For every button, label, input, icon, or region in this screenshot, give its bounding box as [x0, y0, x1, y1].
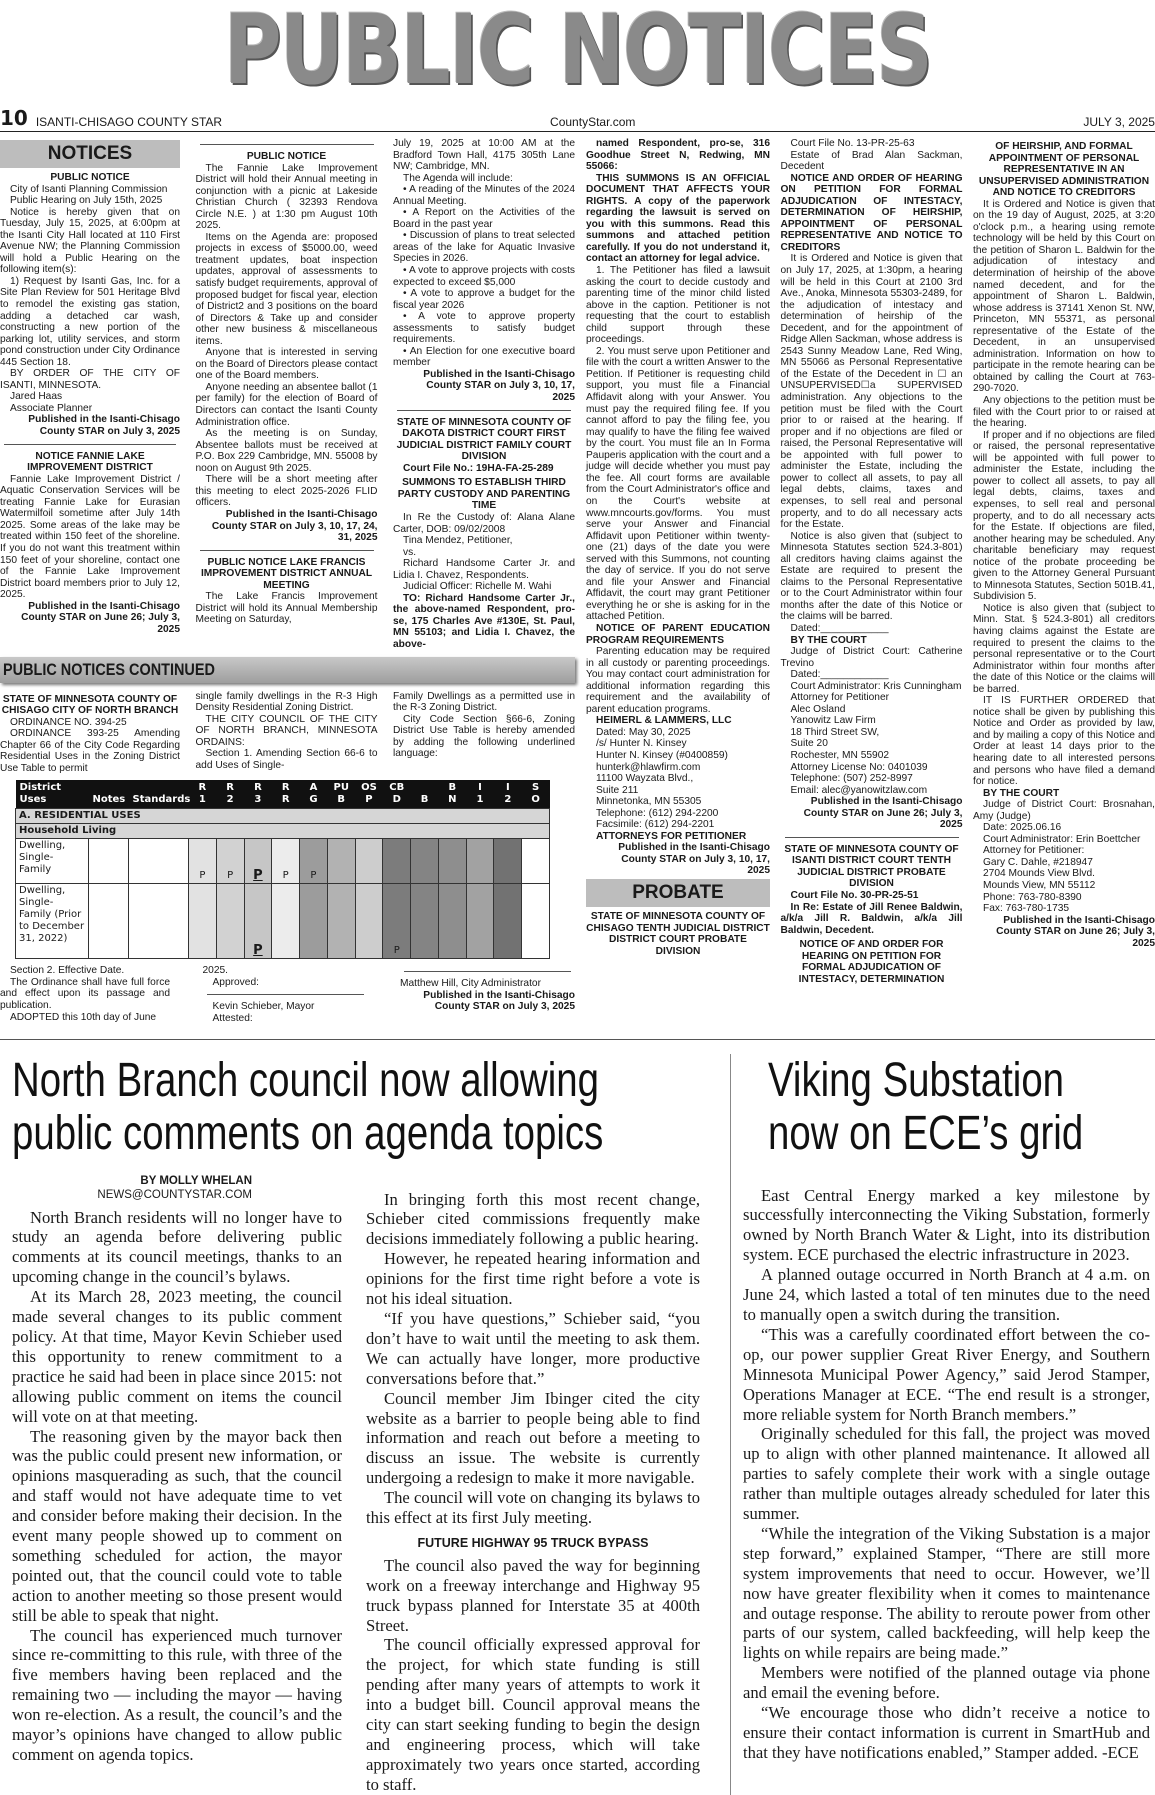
paragraph: ORDINANCE 393-25 Amending Chapter 66 of the City Code Regarding Residential Uses in the Zoning District Use Table to permit [0, 728, 180, 774]
paragraph: The council also paved the way for beginning work on a freeway interchange and Highway 95 truck bypass planned for Interstate 35 at 400th Street. [366, 1555, 700, 1635]
notice-column-3 [393, 138, 575, 651]
notices-left-zone [0, 138, 575, 1025]
column-header: I 1 [466, 780, 494, 809]
paragraph: NOTICE AND ORDER OF HEARING ON PETITION FOR FORMAL ADJUDICATION OF INTESTACY, DETERMINATION OF HEIRSHIP, APPOINTMENT OF PERSONAL REPRESENTATIVE AND NOTICE TO CREDITORS [780, 172, 963, 253]
permission-cell [438, 884, 466, 959]
paragraph: Suite 20 [790, 738, 828, 750]
headline-line: public comments on agenda topics [12, 1106, 604, 1160]
notice-heading: FUTURE HIGHWAY 95 TRUCK BYPASS [417, 1535, 649, 1550]
table-row [16, 839, 550, 884]
paragraph: Section 1. Amending Section 66-6 to add Uses of Single- [195, 748, 378, 771]
paragraph: The council officially expressed approval for the project, for which state funding is still pending after many years of attempts to work it into a budget bill. Council approval means the city can start seeking funding to begin the design and engineering process, which will take approximately two years once started, according to staff. [366, 1635, 700, 1794]
notice-heading: STATE OF MINNESOTA COUNTY OF DAKOTA DISTRICT COURT FIRST JUDICIAL DISTRICT FAMILY COURT DIVISION [396, 416, 572, 463]
notice-heading: PUBLIC NOTICE LAKE FRANCIS IMPROVEMENT DISTRICT ANNUAL MEETING [200, 556, 373, 591]
permission-cell [411, 884, 439, 959]
paragraph: Dated:____________ [790, 622, 889, 634]
article2-headline [743, 1054, 1150, 1160]
paragraph: • A reading of the Minutes of the 2024 Annual Meeting. [393, 184, 575, 207]
paragraph: The Fannie Lake Improvement District will hold their Annual meeting in conjunction with a picnic at Lakeside Christian Church ( 32393 Rendova Circle N.E. ) at 1:30 pm August 10th 2025. [195, 162, 378, 232]
permission-cell [438, 839, 466, 884]
rule-divider [785, 837, 959, 838]
column-header: Standards [129, 780, 189, 809]
permission-cell [494, 884, 522, 959]
paragraph: 2025. [202, 965, 228, 977]
paragraph: “While the integration of the Viking Substation is a major step forward,” explained Stamper, “There are still more system improvements that need to occur. However, we’ll now have greater flexibility when it comes to maintenance and outage response. The ability to reroute power from other parts of our system, called backfeeding, will help keep the lights on while repairs are being made.” [743, 1523, 1150, 1663]
paragraph: It is Ordered and Notice is given that on the 19 day of August, 2025, at 3:20 o'clock p.m., a hearing using remote technology will be held by this Court on the petition of Sharon L. Baldwin for the adjudication of intestacy and determination of heirship of the above named decedent, and for the appointment of Sharon L. Baldwin, whose address is 37141 Xenon St. NW, Princeton, MN 55371, as personal representative of the Estate of the Decedent, in an unsupervised administration. Information on how to participate in the remote hearing can be obtained by calling the Court at 763-290-7020. [973, 198, 1155, 395]
rule-divider [207, 994, 364, 995]
paragraph: The Ordinance shall have full force and effect upon its passage and publication. [0, 976, 170, 1011]
notices-section [0, 138, 1155, 1025]
permission-cell [522, 839, 550, 884]
paragraph: However, he repeated hearing information and opinions for the first time right before a vote is not his ideal situation. [366, 1249, 700, 1309]
continued-banner-label: PUBLIC NOTICES CONTINUED [3, 659, 215, 679]
rule-divider [404, 971, 571, 972]
permission-cell [300, 884, 328, 959]
subsection-row [16, 824, 550, 839]
permission-cell [216, 884, 244, 959]
paragraph: vs. [403, 546, 417, 558]
page-number: 10 [0, 106, 28, 130]
notice-column-4 [586, 138, 770, 1025]
article2 [730, 1054, 1155, 1795]
paragraph: Tina Mendez, Petitioner, [403, 535, 513, 547]
paragraph: Notice is hereby given that on Tuesday, July 15, 2025, at 6:00pm at the Isanti City Hall located at 110 First Avenue NW; the Planning Commission will hold a Public Hearing on the following item(s): [0, 206, 180, 276]
article1-headline [12, 1054, 700, 1160]
paragraph: In Re: Estate of Jill Renee Baldwin, a/k/a Jill R. Baldwin, a/k/a Jill Baldwin, Decedent. [780, 901, 963, 936]
permission-cell [383, 839, 411, 884]
publication-line: Published in the Isanti-Chisago County STAR on June 26; July 3, 2025 [996, 914, 1155, 949]
paragraph: Rochester, MN 55902 [790, 749, 890, 761]
paragraph: TO: Richard Handsome Carter Jr., the above-named Respondent, pro-se, 175 Charles Ave #130E, St. Paul, MN 55103; and Lidia I. Chavez, the above- [393, 592, 575, 650]
paragraph: • Discussion of plans to treat selected areas of the lake for Aquatic Invasive Species in 2026. [393, 230, 575, 265]
permission-cell [327, 884, 355, 959]
paragraph: The council has experienced much turnover since re-committing to this rule, with three of the five members having been replaced and the remaining two — including the mayor — having won re-election. As a result, the council’s and the mayor’s opinions have changed to allow public comment on agenda topics. [12, 1625, 342, 1764]
paragraph: A planned outage occurred in North Branch at 4 a.m. on June 24, which lasted a total of ten minutes due to the need to manually open a switch during the transition. [743, 1265, 1150, 1324]
permission-cell: P [244, 884, 272, 959]
zoning-use-table [15, 780, 550, 959]
column-header: S O [522, 780, 550, 809]
notice-column-5 [781, 138, 963, 1025]
continued-banner [0, 657, 575, 683]
byline-author: BY MOLLY WHELAN [140, 1174, 252, 1187]
paragraph: Notice is also given that (subject to Minnesota Statutes section 524.3-801) all creditors having claims against the Estate are required to present the claims to the Personal Representative or to the Court Administrator within four months after the date of this Notice or the claims will be barred. [780, 530, 963, 623]
paragraph: • An Election for one executive board member [393, 345, 575, 369]
ordinance-footer-1 [0, 965, 170, 1023]
column-header: B [411, 780, 439, 809]
permission-cell [466, 884, 494, 959]
notices-right-zone [586, 138, 1155, 1025]
paragraph: The Agenda will include: [403, 172, 513, 184]
column-header: PU B [327, 780, 355, 809]
paragraph: ADOPTED this 10th day of June [10, 1011, 157, 1023]
paragraph: BY THE COURT [983, 787, 1060, 799]
paragraph: /s/ Hunter N. Kinsey [596, 738, 687, 750]
paragraph: The council will vote on changing its bylaws to this effect at its first July meeting. [366, 1488, 700, 1528]
paragraph: THE CITY COUNCIL OF THE CITY OF NORTH BRANCH, MINNESOTA ORDAINS: [195, 713, 378, 748]
permission-cell [466, 839, 494, 884]
permission-cell [355, 839, 383, 884]
paragraph: Richard Handsome Carter Jr. and Lidia I. Chavez, Respondents. [393, 558, 575, 581]
column-header: A G [300, 780, 328, 809]
article2-body [743, 1186, 1150, 1763]
folio-bar [0, 108, 1155, 132]
paragraph: Telephone: (612) 294-2200 [596, 807, 719, 819]
paragraph: 11100 Wayzata Blvd., [596, 773, 694, 785]
paragraph: Court File No. 30-PR-25-51 [790, 890, 919, 901]
paragraph: Hunter N. Kinsey (#0400859) [596, 749, 728, 761]
site-link[interactable]: CountyStar.com [550, 115, 636, 129]
paragraph: HEIMERL & LAMMERS, LLC [596, 715, 732, 727]
ordinance-column-2 [196, 691, 378, 772]
paragraph: Anyone needing an absentee ballot (1 per family) for the election of Board of Directors can contact the Isanti County Administration office. [195, 381, 378, 428]
paragraph: • A vote to approve a budget for the fiscal year 2026 [393, 288, 575, 311]
article1-columns [12, 1160, 700, 1795]
permission-cell [522, 884, 550, 959]
paragraph: Phone: 763-780-8390 [983, 891, 1082, 903]
column-header: R 3 [244, 780, 272, 809]
paragraph: NOTICE OF PARENT EDUCATION PROGRAM REQUIREMENTS [586, 622, 770, 646]
folio-left [0, 107, 222, 129]
paragraph: • A Report on the Activities of the Board in the past year [393, 207, 575, 230]
ordinance-footer-3 [400, 965, 575, 1013]
paragraph: Court File No. 13-PR-25-63 [790, 138, 915, 149]
articles-section [0, 1040, 1155, 1795]
paragraph: Family Dwellings as a permitted use in the R-3 Zoning District. [393, 690, 575, 714]
notice-heading: OF HEIRSHIP, AND FORMAL APPOINTMENT OF PERSONAL REPRESENTATIVE IN AN UNSUPERVISED ADMINISTRATION AND NOTICE TO CREDITORS [978, 141, 1150, 199]
permission-cell [327, 839, 355, 884]
paragraph: Parenting education may be required in all custody or parenting proceedings. You may contact court administration for additional information regarding this requirement and the availability of parent education programs. [586, 646, 770, 715]
article1 [0, 1054, 700, 1795]
paragraph: 2704 Mounds View Blvd. [983, 868, 1095, 880]
paragraph: Estate of Brad Alan Sackman, Decedent [780, 149, 963, 173]
paragraph: City Code Section §66-6, Zoning District Use Table is hereby amended by adding the following underlined language: [393, 713, 575, 760]
paragraph: At its March 28, 2023 meeting, the council made several changes to its public comment policy. At that time, Mayor Kevin Schieber used this opportunity to renew commitment to a practice he said had been in place since 2015: not allowing public comment on items the council will vote on at that meeting. [12, 1287, 342, 1426]
rule-divider [200, 550, 374, 551]
paragraph: Dated: May 30, 2025 [596, 726, 691, 738]
paragraph: Attorney for Petitioner: [983, 845, 1085, 857]
paragraph: Date: 2025.06.16 [983, 822, 1062, 834]
article1-left [12, 1160, 342, 1765]
paragraph: Council member Jim Ibinger cited the city website as a barrier to people being able to find information and reach out before a meeting to discuss an issue. The website is currently undergoing a redesign to make it more navigable. [366, 1388, 700, 1488]
permission-cell: P [383, 884, 411, 959]
publication-line: Published in the Isanti-Chisago County STAR on July 3, 2025 [28, 414, 180, 438]
permission-cell: P [189, 839, 217, 884]
paragraph: Originally scheduled for this fall, the project was moved up to align with other planned maintenance. It allowed all parties to safely complete their work with a single outage rather than multiple outages already scheduled for later this summer. [743, 1424, 1150, 1524]
issue-date: JULY 3, 2025 [1083, 115, 1155, 129]
notices-top-row [0, 138, 575, 651]
subsection-label: Household Living [16, 824, 550, 839]
paragraph: BY ORDER OF THE CITY OF ISANTI, MINNESOTA. [0, 368, 180, 391]
paragraph: ATTORNEYS FOR PETITIONER [596, 830, 747, 842]
paragraph: hunterk@hlawfirm.com [596, 761, 701, 773]
notice-heading: PUBLIC NOTICE [246, 151, 327, 162]
notice-column-2 [196, 138, 378, 626]
paragraph: Members were notified of the planned outage via phone and email the evening before. [743, 1663, 1150, 1703]
paragraph: Attorney for Petitioner [790, 692, 890, 704]
headline-line: Viking Substation [768, 1053, 1065, 1107]
paragraph: Judge of District Court: Brosnahan, Amy (Judge) [973, 799, 1155, 822]
rule-divider [397, 410, 571, 411]
rule-divider [200, 144, 374, 145]
paragraph: ORDINANCE NO. 394-25 [10, 716, 127, 728]
paragraph: 2. You must serve upon Petitioner and file with the court a written Answer to the Petition. If Petitioner is requesting child support, you must file a Financial Affidavit along with your Answer. You must pay the required filing fee. If you cannot afford to pay the filing fee, you may qualify to have the filing fee waived by the court. You must file an In Forma Pauperis application with the court and a judge will decide whether you must pay the fee. All court forms are available from the Court Administrator's office and on the Court's website at www.mncourts.gov/forms. You must serve your Answer and Financial Affidavit upon Petitioner within twenty-one (21) days of the date you were served with this Summons, not counting the day of service. If you do not serve and file your Answer and Financial Affidavit, the court may grant Petitioner everything he or she is asking for in the attached Petition. [586, 345, 770, 623]
paragraph: “If you have questions,” Schieber said, “you don’t have to wait until the meeting to ask them. We can actually have longer, more productive conversations before that.” [366, 1308, 700, 1388]
paragraph: In bringing forth this most recent change, Schieber cited commissions frequently make decisions immediately following a public hearing. [366, 1189, 700, 1249]
paragraph: single family dwellings in the R-3 High Density Residential Zoning District. [195, 690, 378, 714]
paragraph: Court Administrator: Erin Boettcher [983, 833, 1141, 845]
paragraph: North Branch residents will no longer have to study an agenda before delivering public comments at its council meetings, thanks to an upcoming change in the council’s bylaws. [12, 1207, 342, 1287]
notice-heading: STATE OF MINNESOTA COUNTY OF CHISAGO CITY OF NORTH BRANCH [1, 693, 179, 717]
paragraph: 1. The Petitioner has filed a lawsuit asking the court to decide custody and parenting time of the minor child listed above in the caption. Petitioner is not requesting that the court to establish child support through these proceedings. [586, 265, 770, 346]
permission-cell [355, 884, 383, 959]
column-header: I 2 [494, 780, 522, 809]
ordinance-column-3 [393, 691, 575, 760]
ordinance-footer-row [0, 965, 575, 1024]
paragraph: Any objections to the petition must be filed with the Court prior to or raised at the hearing. [973, 395, 1155, 430]
standards-cell [129, 884, 189, 959]
standards-cell [129, 839, 189, 884]
paragraph: Email: alec@yanowitzlaw.com [790, 784, 928, 796]
paragraph: Dated:____________ [790, 669, 889, 681]
table-header-row [16, 780, 550, 809]
paragraph: Mounds View, MN 55112 [983, 880, 1096, 891]
paragraph: As the meeting is on Sunday, Absentee ballots must be received at P.O. Box 229 Cambridge, MN. 55008 by noon on August 9th 2025. [195, 428, 378, 474]
paragraph: THIS SUMMONS IS AN OFFICIAL DOCUMENT THAT AFFECTS YOUR RIGHTS. A copy of the paperwork regarding the lawsuit is served on you with this summons. Read this summons and attached petition carefully. If you do not understand it, contact an attorney for legal advice. [586, 172, 770, 265]
paragraph: Anyone that is interested in serving on the Board of Directors please contact one of the Board members. [195, 347, 378, 382]
paragraph: Fannie Lake Improvement District / Aquatic Conservation Services will be treating Fannie Lake for Eurasian Watermilfoil sometime after July 14th 2025. Some areas of the lake may be treated within 150 feet of the shoreline. If you do not want this treatment within 150 feet of your shoreline, contact one of the Fannie Lake Improvement District board members prior to July 12, 2025. [0, 473, 180, 601]
paragraph: 18 Third Street SW, [790, 726, 880, 738]
byline-email[interactable]: NEWS@COUNTYSTAR.COM [97, 1188, 252, 1201]
headline-line: now on ECE’s grid [768, 1106, 1084, 1160]
permission-cell: P [272, 839, 300, 884]
paragraph: July 19, 2025 at 10:00 AM at the Bradford Town Hall, 4175 305th Lane NW; Cambridge, MN. [393, 138, 575, 173]
section-heading: PROBATE [586, 879, 770, 907]
publication-line: Published in the Isanti-Chisago County STAR on June 26; July 3, 2025 [803, 796, 963, 831]
ordinance-column-1 [0, 691, 180, 775]
notice-heading: NOTICE FANNIE LAKE IMPROVEMENT DISTRICT [27, 450, 153, 474]
column-header: B N [438, 780, 466, 809]
use-cell: Dwelling, Single-Family (Prior to December 31, 2022) [16, 884, 89, 959]
paragraph: The reasoning given by the mayor back then was the public could present new information, or opinions masquerading as such, that the council and staff would not have adequate time to vet and consider before making their decision. In the event many people showed up to comment on something scheduled for action, the mayor pointed out, that the council could vote to table action to another meeting so those present would still be able to speak that night. [12, 1426, 342, 1625]
ordinance-intro-row [0, 691, 575, 775]
column-header: District Uses [16, 780, 89, 809]
paragraph: The Lake Francis Improvement District will hold its Annual Membership Meeting on Saturday, [195, 591, 378, 626]
notice-heading: STATE OF MINNESOTA COUNTY OF CHISAGO TENTH JUDICIAL DISTRICT DISTRICT COURT PROBATE DIVISION [586, 911, 770, 957]
permission-cell: P [244, 839, 272, 884]
masthead-title: PUBLIC NOTICES [223, 0, 932, 106]
paper-name: ISANTI-CHISAGO COUNTY STAR [35, 115, 223, 129]
paragraph: Notice is also given that (subject to Minn. Stat. § 524.3-801) all creditors having claims against the Estate are required to present the claims to the personal representative or to the Court Administrator within four months after the date of this Notice or the claims will be barred. [973, 602, 1155, 695]
paragraph: Public Hearing on July 15th, 2025 [10, 195, 163, 207]
paragraph: Fax: 763-780-1735 [983, 903, 1070, 915]
notes-cell [89, 884, 129, 959]
permission-cell [272, 884, 300, 959]
paragraph: Items on the Agenda are: proposed projects in excess of $5000.00, weed treatment updates, boat inspection updates, approval of assessments to satisfy budget requirements, approval of proposed budget for fiscal year, election of District2 and 3 positions on the board of Directors & Take up and consider other new business & miscellaneous items. [195, 231, 378, 347]
paragraph: Matthew Hill, City Administrator [400, 978, 541, 990]
column-header: R 1 [189, 780, 217, 809]
notice-heading: PUBLIC NOTICE [50, 172, 130, 183]
notice-heading: NOTICE OF AND ORDER FOR HEARING ON PETITION FOR FORMAL ADJUDICATION OF INTESTACY, DETERMINATION [798, 939, 945, 985]
paragraph: Facsimile: (612) 294-2201 [596, 819, 715, 831]
paragraph: Suite 211 [596, 784, 639, 796]
paragraph: Associate Planner [10, 402, 93, 414]
publication-line: Published in the Isanti-Chisago County STAR on July 3, 2025 [423, 989, 575, 1013]
paragraph: Court File No.: 19HA-FA-25-289 [403, 462, 554, 474]
paragraph: • A vote to approve projects with costs expected to exceed $5,000 [393, 265, 575, 288]
byline [72, 1174, 252, 1202]
rule-divider [4, 444, 176, 445]
permission-cell [494, 839, 522, 884]
paragraph: In Re the Custody of: Alana Alane Carter, DOB: 09/02/2008 [393, 511, 575, 535]
publication-line: Published in the Isanti-Chisago County STAR on July 3, 10, 17, 2025 [618, 842, 770, 877]
table-row [16, 884, 550, 959]
paragraph: Jared Haas [10, 391, 63, 403]
paragraph: Section 2. Effective Date. [10, 965, 125, 977]
paragraph: • A vote to approve property assessments to satisfy budget requirements. [393, 311, 575, 346]
paragraph: “We encourage those who didn’t receive a notice to ensure their contact information is current in SmartHub and that they have notifications enabled,” Stamper added. -ECE [743, 1703, 1150, 1762]
paragraph: “This was a carefully coordinated effort between the co-op, our power supplier Great River Energy, and Southern Minnesota Municipal Power Agency,” said Jerod Stamper, Operations Manager at ECE. “The end result is a stronger, more reliable system for North Branch members.” [743, 1324, 1150, 1424]
ordinance-footer-2 [203, 965, 368, 1024]
paragraph: Gary C. Dahle, #218947 [983, 856, 1093, 868]
article1-column-a [12, 1208, 342, 1765]
paragraph: Telephone: (507) 252-8997 [790, 773, 913, 785]
notice-heading: STATE OF MINNESOTA COUNTY OF ISANTI DISTRICT COURT TENTH JUDICIAL DISTRICT PROBATE DIVISION [784, 843, 959, 890]
paragraph: Yanowitz Law Firm [790, 715, 876, 727]
paragraph: Alec Osland [790, 703, 846, 715]
paragraph: Judicial Officer: Richelle M. Wahi [403, 581, 552, 593]
notes-cell [89, 839, 129, 884]
paragraph: 1) Request by Isanti Gas, Inc. for a Site Plan Review for 501 Heritage Blvd to remodel the existing gas station, adding a detached car wash, constructing a new portion of the parking lot, utility services, and storm pond construction under City Ordinance 445 Section 18. [0, 275, 180, 368]
paragraph: City of Isanti Planning Commission [10, 183, 168, 195]
paragraph: IT IS FURTHER ORDERED that notice shall be given by publishing this Notice and Order as provided by law, and by mailing a copy of this Notice and Order at least 14 days prior to the hearing date to all interested persons and persons who have filed a demand for notice. [973, 695, 1155, 788]
permission-cell: P [300, 839, 328, 884]
paragraph: Court Administrator: Kris Cunningham [790, 680, 962, 692]
permission-cell [411, 839, 439, 884]
column-header: R R [272, 780, 300, 809]
publication-line: Published in the Isanti-Chisago County STAR on July 3, 10, 17, 2025 [423, 368, 575, 404]
publication-line: Published in the Isanti-Chisago County STAR on June 26; July 3, 2025 [21, 600, 180, 635]
paragraph: Approved: [212, 976, 259, 988]
paragraph: If proper and if no objections are filed or raised, the personal representative will be appointed with full power to administer the Estate, including the power to collect all assets, to pay all legal debts, claims, taxes and expenses, to sell real and personal property, and to do all necessary acts for the Estate. If objections are filed, another hearing may be scheduled. Any charitable beneficiary may request notice of the probate proceeding be given to the Attorney General Pursuant to Minnesota Statutes, Section 501B.41, Subdivision 5. [973, 429, 1155, 603]
notice-heading: SUMMONS TO ESTABLISH THIRD PARTY CUSTODY AND PARENTING TIME [397, 477, 571, 512]
section-row [16, 809, 550, 824]
paragraph: East Central Energy marked a key milestone by successfully interconnecting the Viking Substation, formerly owned by North Branch Water & Light, into its distribution system. ECE purchased the electric infrastructure in 2023. [743, 1185, 1150, 1265]
paragraph: Attested: [212, 1012, 253, 1024]
section-heading: NOTICES [0, 140, 180, 168]
column-header: Notes [89, 780, 129, 809]
paragraph: named Respondent, pro-se, 316 Goodhue Street N, Redwing, MN 55066: [586, 138, 770, 173]
paragraph: BY THE COURT [790, 634, 867, 646]
article1-column-b [366, 1190, 700, 1795]
section-label: A. RESIDENTIAL USES [16, 809, 550, 824]
paragraph: Minnetonka, MN 55305 [596, 796, 702, 808]
paragraph: It is Ordered and Notice is given that on July 17, 2025, at 1:30pm, a hearing will be held in this Court at 2100 3rd Ave., Anoka, Minnesota 55303-2489, for the adjudication of intestacy and determination of heirship of the Decedent, and for the appointment of Ridge Allen Sackman, whose address is 2543 Sunny Meadow Lane, Red Wing, MN 55066 as Personal Representative of the Estate of the Decedent in ☐ an UNSUPERVISED☐a SUPERVISED administration. Any objections to the petition must be filed with the Court prior to or raised at the hearing. If proper and if no objections are filed or raised, the Personal Representative will be appointed with full power to administer the Estate, including the power to collect all assets, to pay all legal debts, claims, taxes and expenses, to sell real and personal property, and to do all necessary acts for the Estate. [780, 253, 963, 531]
notice-column-6 [973, 138, 1155, 1025]
column-header: CB D [383, 780, 411, 809]
publication-line: Published in the Isanti-Chisago County STAR on July 3, 10, 17, 24, 31, 2025 [211, 508, 378, 544]
column-header: R 2 [216, 780, 244, 809]
use-cell: Dwelling, Single-Family [16, 839, 89, 884]
paragraph: Kevin Schieber, Mayor [212, 1001, 315, 1013]
paragraph: There will be a short meeting after this meeting to elect 2025-2026 FLID officers. [195, 474, 378, 509]
headline-line: North Branch council now allowing [12, 1053, 599, 1107]
notice-column-1 [0, 138, 180, 635]
permission-cell [189, 884, 217, 959]
paragraph: Attorney License No: 0401039 [790, 761, 928, 773]
paragraph: Judge of District Court: Catherine Trevino [780, 646, 963, 669]
permission-cell: P [216, 839, 244, 884]
column-header: OS P [355, 780, 383, 809]
